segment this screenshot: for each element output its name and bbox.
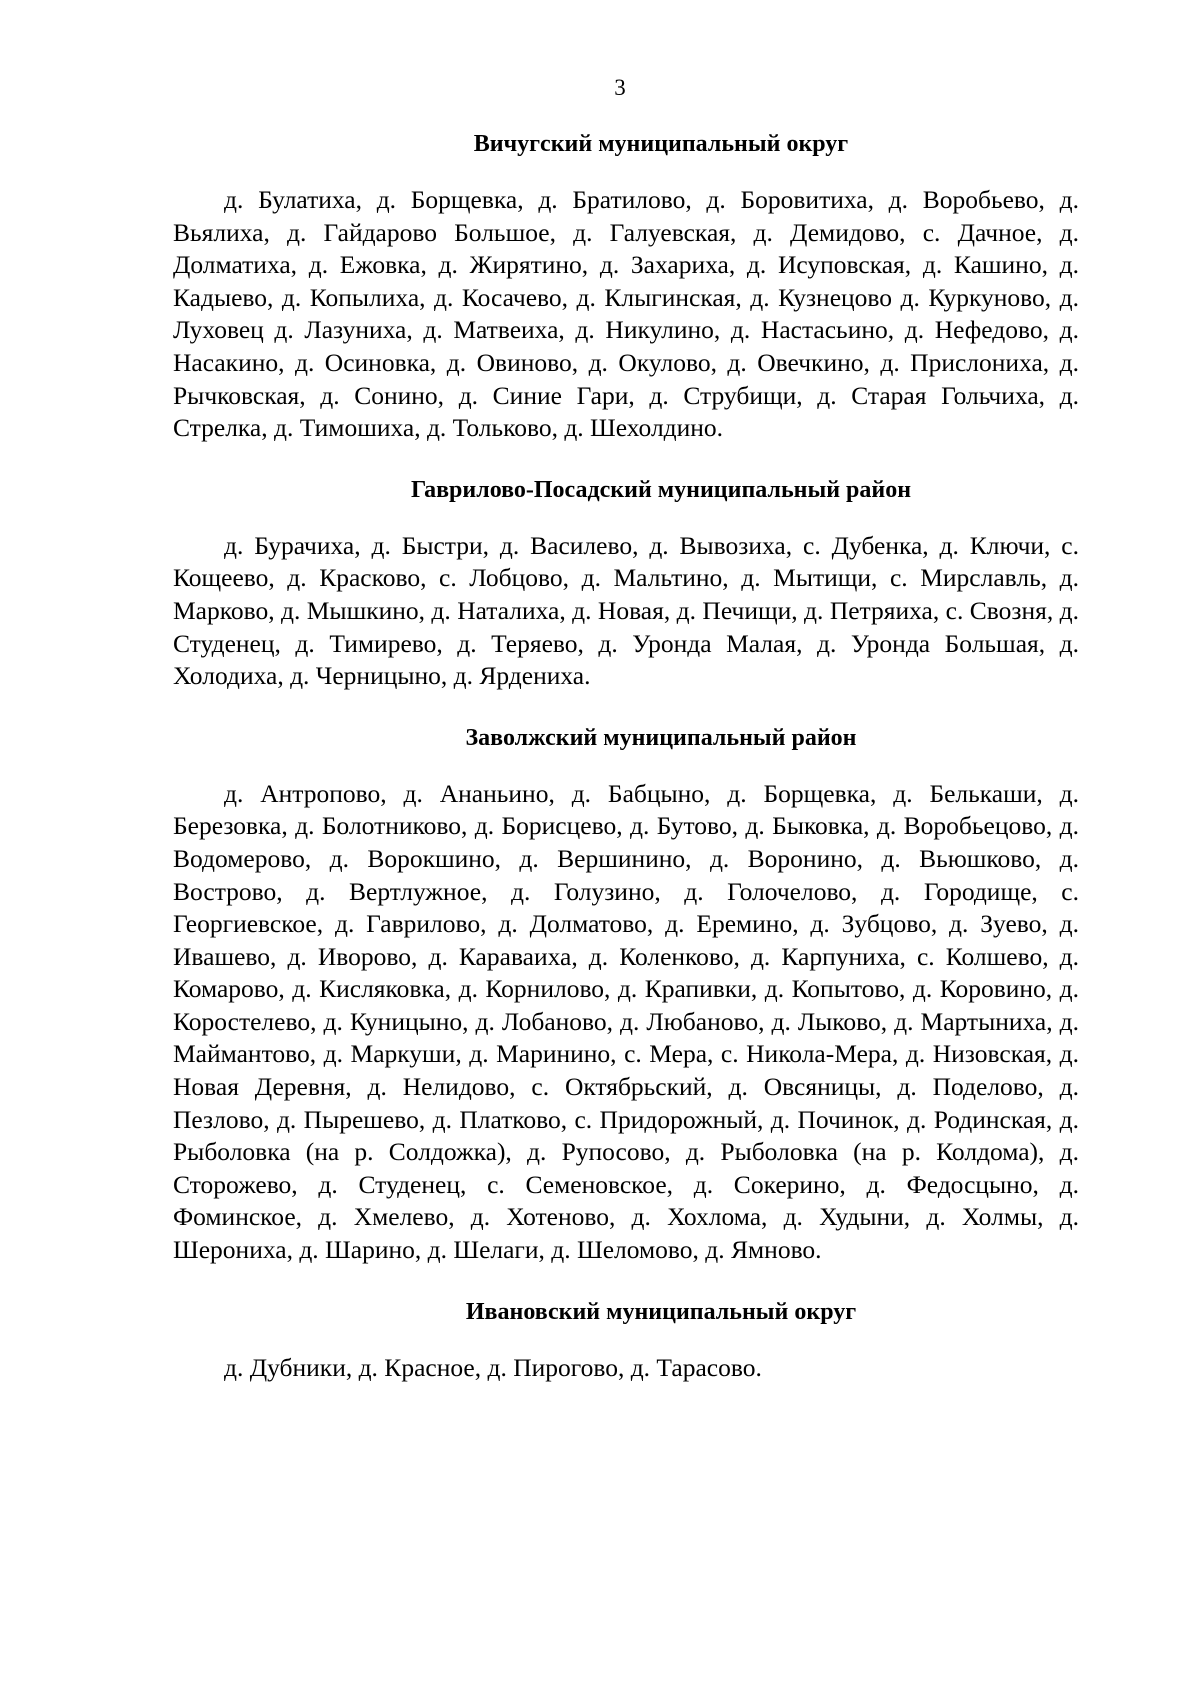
section-gavrilov-posad: [173, 474, 1079, 693]
section-body: д. Дубники, д. Красное, д. Пирогово, д. Тарасово.: [224, 1352, 762, 1382]
section-ivanovo: [173, 1296, 1079, 1385]
section-zavolzhsk: [173, 722, 1079, 1267]
section-gap: [173, 1267, 1079, 1296]
section-gap: [173, 445, 1079, 474]
document-content: [173, 128, 1079, 1384]
section-title: Заволжский муниципальный район: [465, 724, 857, 751]
section-gap: [173, 693, 1079, 722]
section-body: д. Булатиха, д. Борщевка, д. Братилово, д. Боровитиха, д. Воробьево, д. Вьялиха, д. Гайдарово Большое, д. Галуевская, д. Демидово, с. Дачное, д. Долматиха, д. Ежовка, д. Жирятино, д. Захариха, д. Исуповская, д. Кашино, д. Кадыево, д. Копылиха, д. Косачево, д. Клыгинская, д. Кузнецово д. Куркуново, д. Луховец д. Лазуниха, д. Матвеиха, д. Никулино, д. Настасьино, д. Нефедово, д. Насакино, д. Осиновка, д. Овиново, д. Окулово, д. Овечкино, д. Прислониха, д. Рычковская, д. Сонино, д. Синие Гари, д. Струбищи, д. Старая Гольчиха, д. Стрелка, д. Тимошиха, д. Тольково, д. Шехолдино.: [173, 185, 1079, 443]
section-title: Гаврилово-Посадский муниципальный район: [410, 476, 912, 503]
section-body: д. Антропово, д. Ананьино, д. Бабцыно, д. Борщевка, д. Белькаши, д. Березовка, д. Болотниково, д. Борисцево, д. Бутово, д. Быковка, д. Воробьецово, д. Водомерово, д. Ворокшино, д. Вершинино, д. Воронино, д. Вьюшково, д. Вострово, д. Вертлужное, д. Голузино, д. Голочелово, д. Городище, с. Георгиевское, д. Гаврилово, д. Долматово, д. Еремино, д. Зубцово, д. Зуево, д. Ивашево, д. Иворово, д. Караваиха, д. Коленково, д. Карпуниха, с. Колшево, д. Комарово, д. Кисляковка, д. Корнилово, д. Крапивки, д. Копытово, д. Коровино, д. Коростелево, д. Куницыно, д. Лобаново, д. Любаново, д. Лыково, д. Мартыниха, д. Маймантово, д. Маркуши, д. Маринино, с. Мера, с. Никола-Мера, д. Низовская, д. Новая Деревня, д. Нелидово, с. Октябрьский, д. Овсяницы, д. Поделово, д. Пезлово, д. Пырешево, д. Платково, с. Придорожный, д. Починок, д. Родинская, д. Рыболовка (на р. Солдожка), д. Рупосово, д. Рыболовка (на р. Колдома), д. Сторожево, д. Студенец, с. Семеновское, д. Сокерино, д. Федосцыно, д. Фоминское, д. Хмелево, д. Хотеново, д. Хохлома, д. Худыни, д. Холмы, д. Шерониха, д. Шарино, д. Шелаги, д. Шеломово, д. Ямново.: [173, 778, 1079, 1265]
page-number: 3: [614, 75, 626, 100]
section-vichuga: [173, 128, 1079, 445]
section-title: Ивановский муниципальный округ: [465, 1298, 857, 1325]
section-body: д. Бурачиха, д. Быстри, д. Василево, д. Вывозиха, с. Дубенка, д. Ключи, с. Кощеево, д. Красково, с. Лобцово, д. Мальтино, д. Мытищи, с. Мирславль, д. Марково, д. Мышкино, д. Наталиха, д. Новая, д. Печищи, д. Петряиха, с. Свозня, д. Студенец, д. Тимирево, д. Теряево, д. Уронда Малая, д. Уронда Большая, д. Холодиха, д. Черницыно, д. Ярдениха.: [173, 530, 1079, 691]
section-title: Вичугский муниципальный округ: [473, 131, 849, 157]
